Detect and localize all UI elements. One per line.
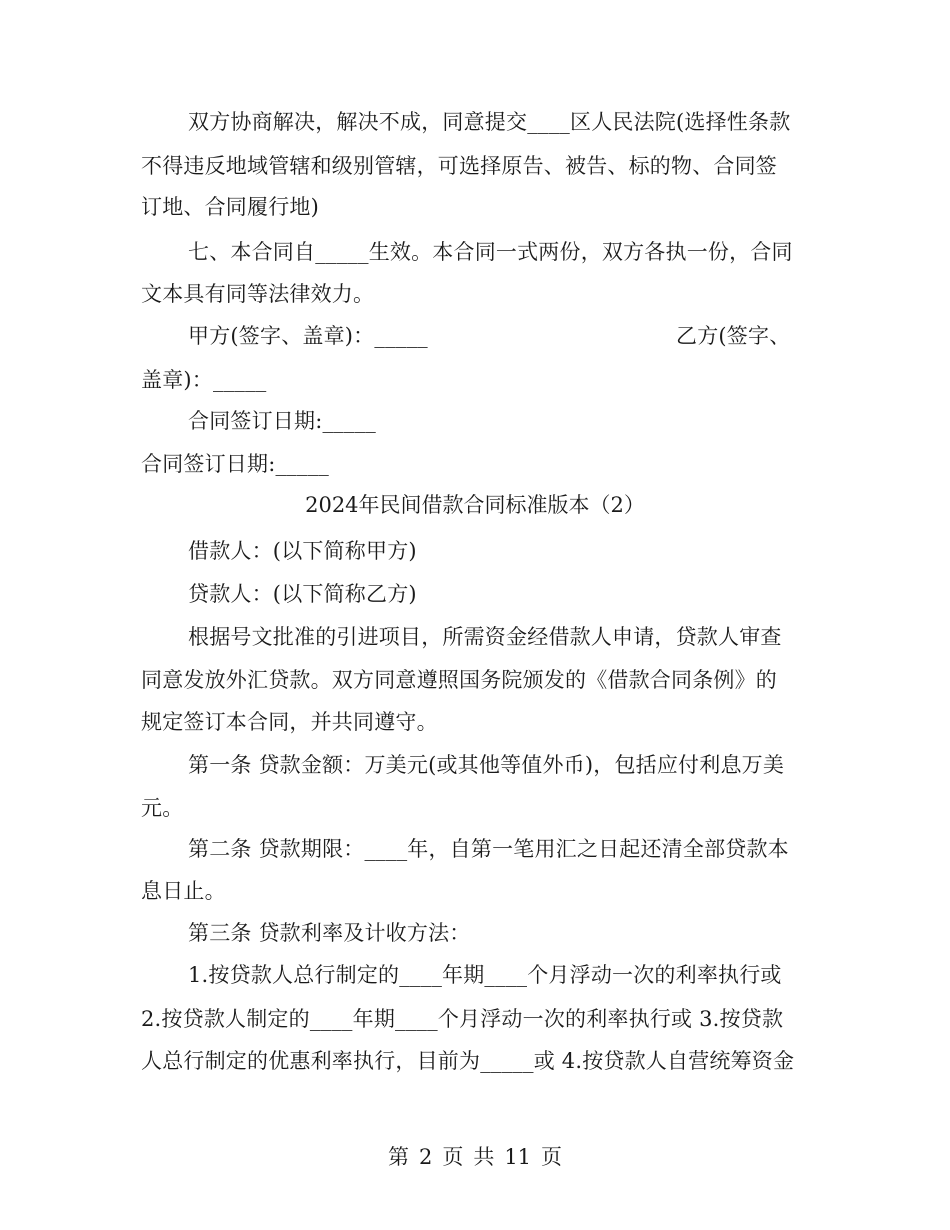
article-1-line: 第一条 贷款金额：万美元(或其他等值外币)，包括应付利息万美 (188, 753, 785, 777)
article-2-line-cont: 息日止。 (141, 879, 226, 903)
signing-date-line: 合同签订日期:_____ (188, 409, 376, 433)
footer-ye: 页 (541, 1145, 563, 1169)
page-footer (0, 1142, 950, 1172)
paragraph-line: 规定签订本合同，并共同遵守。 (141, 710, 438, 734)
lender-line: 贷款人：(以下简称乙方) (188, 582, 417, 606)
paragraph-line: 不得违反地域管辖和级别管辖，可选择原告、被告、标的物、合同签 (141, 154, 777, 178)
paragraph-line: 文本具有同等法律效力。 (141, 282, 375, 306)
paragraph-line: 订地、合同履行地) (141, 195, 319, 219)
footer-ye: 页 (442, 1145, 464, 1169)
signing-date-line: 合同签订日期:_____ (141, 452, 329, 476)
paragraph-line: 1.按贷款人总行制定的____年期____个月浮动一次的利率执行或 (188, 963, 782, 987)
footer-di: 第 (387, 1145, 409, 1169)
section-title: 2024年民间借款合同标准版本（2） (305, 493, 645, 517)
article-3-heading: 第三条 贷款利率及计收方法： (188, 921, 471, 945)
footer-page-number: 2 (418, 1145, 433, 1169)
paragraph-line: 同意发放外汇贷款。双方同意遵照国务院颁发的《借款合同条例》的 (141, 668, 777, 692)
article-2-line: 第二条 贷款期限：____年，自第一笔用汇之日起还清全部贷款本 (188, 837, 789, 861)
footer-total-pages: 11 (504, 1145, 532, 1169)
paragraph-line: 双方协商解决，解决不成，同意提交____区人民法院(选择性条款 (188, 110, 791, 134)
party-b-signature-line: 乙方(签字、 (676, 324, 791, 348)
paragraph-line: 根据号文批准的引进项目，所需资金经借款人申请，贷款人审查 (188, 625, 782, 649)
article-1-line-cont: 元。 (141, 796, 184, 820)
party-a-signature-line: 甲方(签字、盖章)：_____ (188, 324, 428, 348)
paragraph-line: 七、本合同自_____生效。本合同一式两份，双方各执一份，合同 (188, 240, 793, 264)
paragraph-line: 人总行制定的优惠利率执行，目前为_____或 4.按贷款人自营统筹资金 (141, 1049, 795, 1073)
paragraph-line: 2.按贷款人制定的____年期____个月浮动一次的利率执行或 3.按贷款 (141, 1007, 784, 1031)
borrower-line: 借款人：(以下简称甲方) (188, 539, 417, 563)
footer-gong: 共 (473, 1145, 495, 1169)
party-b-signature-line-cont: 盖章)：_____ (141, 368, 267, 392)
